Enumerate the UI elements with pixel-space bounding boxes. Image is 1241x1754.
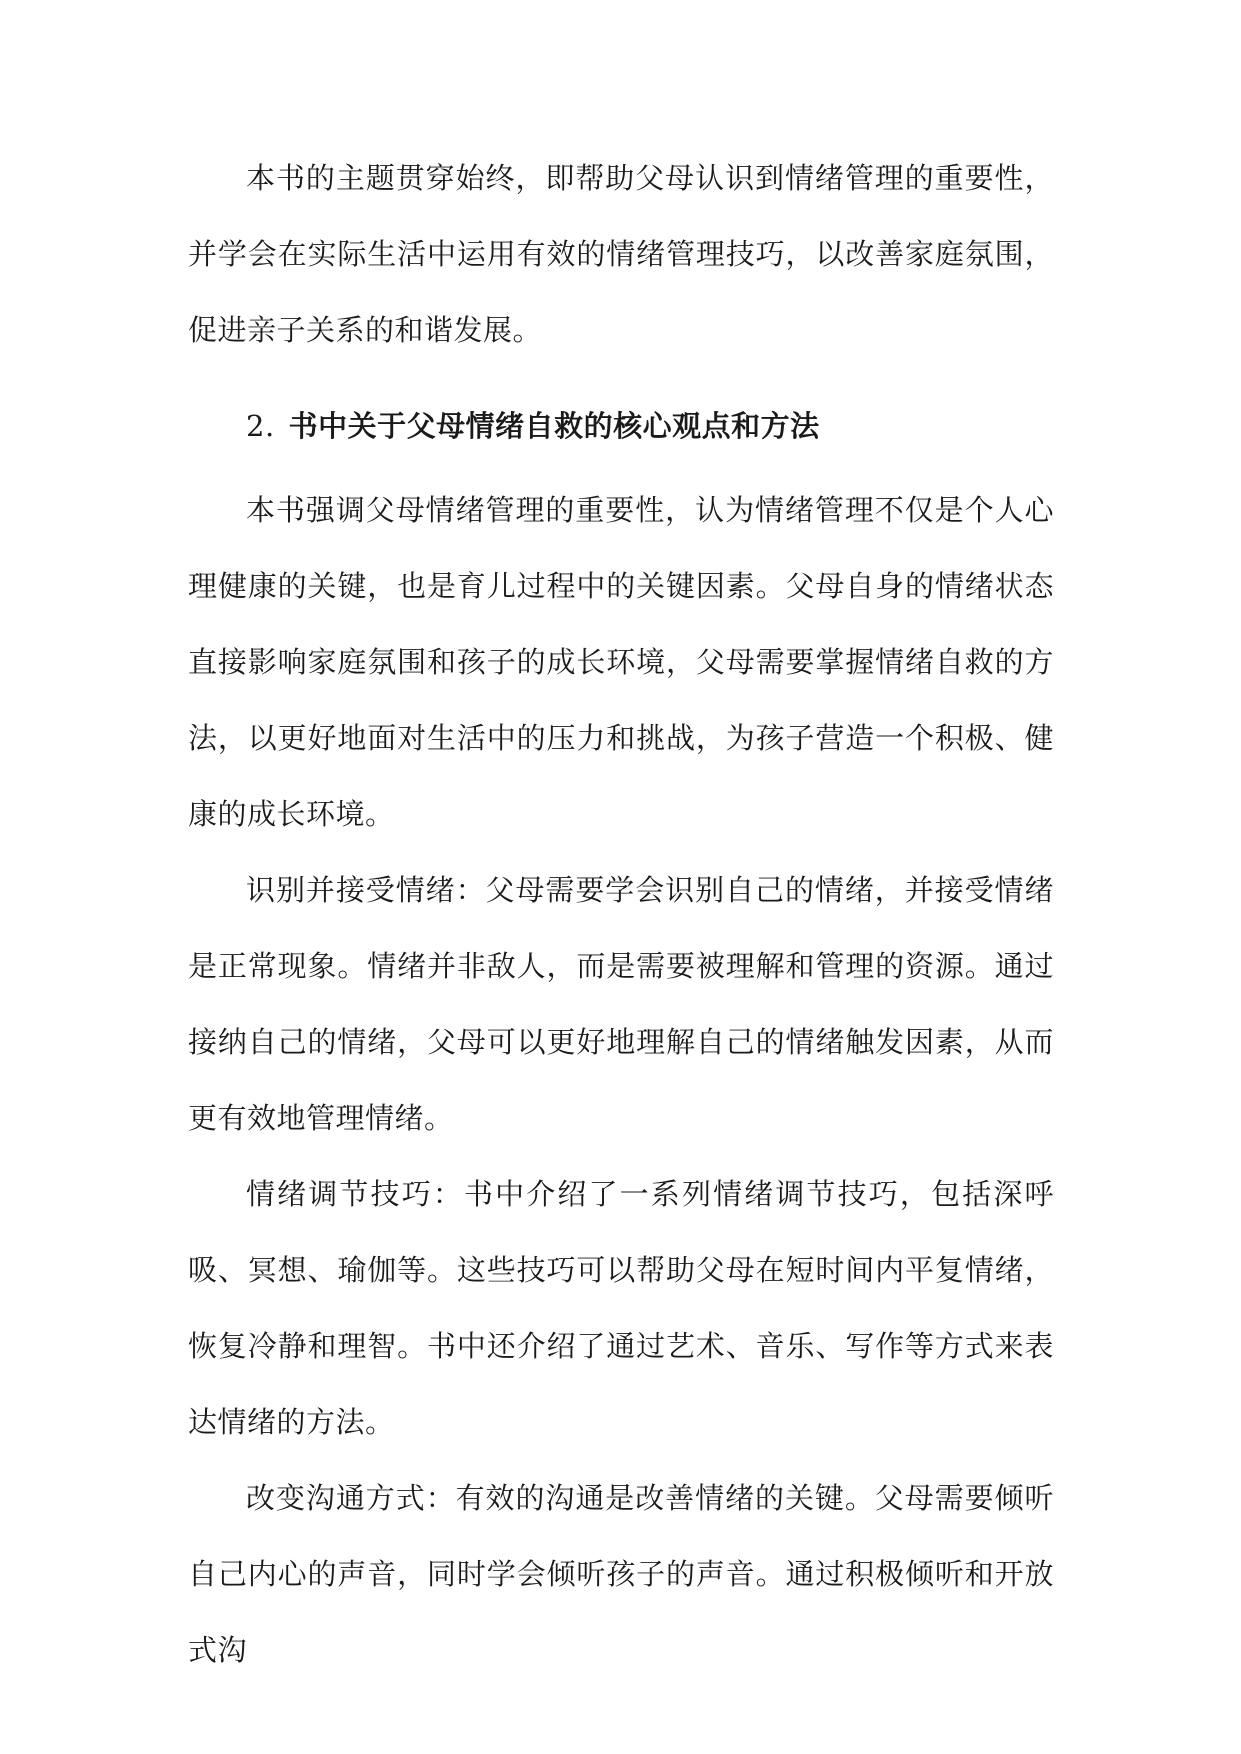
body-paragraph-regulation-skills: 情绪调节技巧：书中介绍了一系列情绪调节技巧，包括深呼吸、冥想、瑜伽等。这些技巧可以帮助父母在短时间内平复情绪，恢复冷静和理智。书中还介绍了通过艺术、音乐、写作等方式来表达情绪的方法。 (188, 1177, 1054, 1439)
document-body (188, 140, 1054, 1688)
body-paragraph-communication: 改变沟通方式：有效的沟通是改善情绪的关键。父母需要倾听自己内心的声音，同时学会倾听孩子的声音。通过积极倾听和开放式沟 (188, 1481, 1054, 1667)
body-paragraph-identify-accept: 识别并接受情绪：父母需要学会识别自己的情绪，并接受情绪是正常现象。情绪并非敌人，而是需要被理解和管理的资源。通过接纳自己的情绪，父母可以更好地理解自己的情绪触发因素，从而更有效地管理情绪。 (188, 873, 1054, 1135)
section-title: 书中关于父母情绪自救的核心观点和方法 (288, 409, 820, 443)
body-paragraph-importance: 本书强调父母情绪管理的重要性，认为情绪管理不仅是个人心理健康的关键，也是育儿过程中的关键因素。父母自身的情绪状态直接影响家庭氛围和孩子的成长环境，父母需要掌握情绪自救的方法，以更好地面对生活中的压力和挑战，为孩子营造一个积极、健康的成长环境。 (188, 493, 1054, 831)
section-heading (188, 388, 1054, 464)
section-number: 2. (246, 409, 275, 443)
intro-paragraph: 本书的主题贯穿始终，即帮助父母认识到情绪管理的重要性，并学会在实际生活中运用有效的情绪管理技巧，以改善家庭氛围，促进亲子关系的和谐发展。 (188, 161, 1054, 347)
